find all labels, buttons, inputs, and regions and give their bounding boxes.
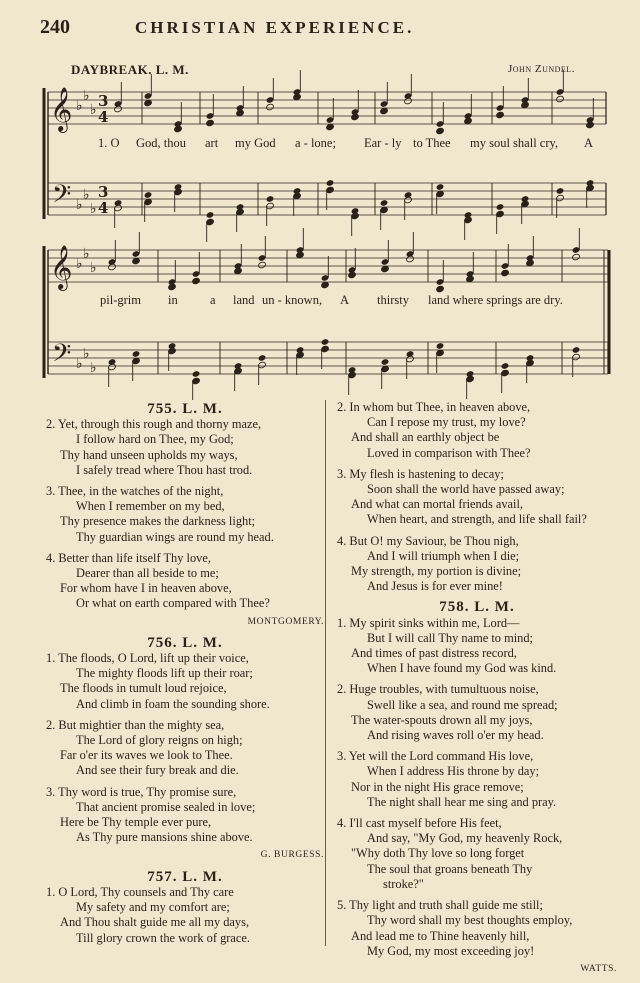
svg-text:♭: ♭ [90, 102, 97, 118]
svg-text:𝄞: 𝄞 [50, 87, 73, 131]
column-divider [325, 400, 326, 946]
verse-line: When heart, and strength, and life shall fail? [367, 512, 587, 527]
verse-line: I safely tread where Thou hast trod. [76, 462, 253, 477]
verse-line: And what can mortal friends avail, [351, 497, 524, 512]
stanza [337, 749, 617, 810]
stanza [46, 718, 324, 779]
verse-line: And climb in foam the sounding shore. [76, 696, 270, 711]
svg-text:𝄞: 𝄞 [50, 245, 73, 289]
stanza [337, 816, 617, 892]
verse-line: 4. But O! my Saviour, be Thou nigh, [337, 533, 519, 548]
verse-line: For whom have I in heaven above, [60, 581, 232, 596]
verse-line: 1. My spirit sinks within me, Lord— [337, 615, 520, 630]
verse-line: And times of past distress record, [351, 646, 517, 661]
lyric-word: land [233, 293, 255, 307]
verse-line: Thy guardian wings are round my head. [76, 529, 274, 544]
tune-title: DAYBREAK. L. M. [71, 62, 189, 77]
verse-line: The mighty floods lift up their roar; [76, 666, 253, 681]
right-column [337, 400, 617, 983]
stanza [46, 551, 324, 612]
verse-line: As Thy pure mansions shine above. [76, 830, 253, 845]
stanza [46, 785, 324, 846]
verse-line: Thy word shall my best thoughts employ, [367, 913, 573, 928]
lyric-word: art [205, 136, 219, 150]
lyric-word: A [340, 293, 350, 307]
svg-text:♭: ♭ [83, 187, 90, 203]
hymn-number: 756. L. M. [147, 634, 223, 651]
verse-line: The floods in tumult loud rejoice, [60, 681, 227, 696]
verse-line: 5. Thy light and truth shall guide me still; [337, 898, 543, 913]
verse-line: And see their fury break and die. [76, 763, 239, 778]
verse-line: 2. But mightier than the mighty sea, [46, 717, 225, 732]
verse-line: And Thou shalt guide me all my days, [60, 915, 250, 930]
verse-line: My God, my most exceeding joy! [367, 943, 535, 958]
svg-text:♭: ♭ [83, 88, 90, 104]
svg-text:𝄢: 𝄢 [52, 180, 72, 215]
verse-line: Till glory crown the work of grace. [76, 930, 251, 945]
running-title: CHRISTIAN EXPERIENCE. [135, 18, 415, 37]
verse-line: And rising waves roll o'er my head. [367, 728, 544, 743]
verse-line: Thy presence makes the darkness light; [60, 514, 256, 529]
verse-line: Thy hand unseen upholds my ways, [60, 447, 238, 462]
verse-line: When I have found my God was kind. [367, 661, 557, 676]
verse-line: 3. Thy word is true, Thy promise sure, [46, 784, 237, 799]
verse-line: My safety and my comfort are; [76, 900, 230, 915]
svg-text:♭: ♭ [76, 256, 83, 272]
hymn-author: G. BURGESS. [260, 850, 324, 861]
verse-line: But I will call Thy name to mind; [367, 630, 533, 645]
verse-line: 3. Thee, in the watches of the night, [46, 484, 224, 499]
svg-text:♭: ♭ [76, 98, 83, 114]
stanza [46, 417, 324, 478]
svg-text:3: 3 [98, 183, 109, 201]
hymn-number: 758. L. M. [439, 599, 515, 616]
verse-line: And lead me to Thine heavenly hill, [351, 928, 530, 943]
verse-line: 1. The floods, O Lord, lift up their voice, [46, 651, 249, 666]
lyric-word: thirsty [377, 293, 409, 307]
verse-line: Soon shall the world have passed away; [367, 482, 565, 497]
lyric-word: 1. O [98, 136, 120, 150]
lyric-word: un - known, [262, 293, 323, 307]
svg-text:♭: ♭ [83, 346, 90, 362]
verse-line: "Why doth Thy love so long forget [351, 846, 525, 861]
verse-line: The water-spouts drown all my joys, [351, 712, 533, 727]
lyric-word: Ear - ly [364, 136, 402, 150]
verse-line: 1. O Lord, Thy counsels and Thy care [46, 884, 234, 899]
verse-line: 3. My flesh is hastening to decay; [337, 466, 504, 481]
verse-line: The Lord of glory reigns on high; [76, 733, 243, 748]
hymn-757 [46, 870, 324, 946]
verse-line: Or what on earth compared with Thee? [76, 596, 270, 611]
verse-line: I follow hard on Thee, my God; [76, 432, 234, 447]
hymn-author: WATTS. [580, 963, 617, 974]
verse-line: Nor in the night His grace remove; [351, 779, 524, 794]
verse-line: Loved in comparison with Thee? [367, 445, 531, 460]
stanza [337, 682, 617, 743]
lyric-word: my God [235, 136, 276, 150]
lyric-word: to Thee [413, 136, 451, 150]
stanza [46, 885, 324, 946]
verse-line: Dearer than all beside to me; [76, 566, 219, 581]
hymn-756 [46, 636, 324, 864]
page-number: 240 [40, 16, 70, 38]
hymn-755 [46, 402, 324, 630]
hymn-number: 755. L. M. [147, 401, 223, 417]
tune-composer: John Zundel. [508, 63, 575, 75]
lyric-word: land where springs are dry. [428, 293, 563, 307]
lyric-word: A [584, 136, 594, 150]
left-column [46, 402, 324, 952]
verse-line: The soul that groans beneath Thy [367, 861, 533, 876]
verse-line: And Jesus is for ever mine! [367, 579, 503, 594]
verse-line: When I remember on my bed, [76, 499, 225, 514]
lyric-word: my soul shall cry, [470, 136, 559, 150]
svg-text:♭: ♭ [76, 197, 83, 213]
svg-text:♭: ♭ [90, 260, 97, 276]
stanza [46, 484, 324, 545]
verse-line: 2. In whom but Thee, in heaven above, [337, 400, 531, 414]
verse-line: Swell like a sea, and round me spread; [367, 697, 558, 712]
verse-line: The night shall hear me sing and pray. [367, 794, 557, 809]
svg-text:𝄢: 𝄢 [52, 339, 72, 374]
svg-text:3: 3 [98, 92, 109, 110]
svg-text:♭: ♭ [76, 356, 83, 372]
stanza [337, 534, 617, 595]
verse-line: And shall an earthly object be [351, 430, 500, 445]
verse-line: Can I repose my trust, my love? [367, 415, 526, 430]
lyric-word: pil-grim [100, 293, 141, 307]
lyric-word: in [168, 293, 178, 307]
verse-line: And say, "My God, my heavenly Rock, [367, 831, 563, 846]
verse-line: When I address His throne by day; [367, 764, 540, 779]
svg-text:4: 4 [98, 199, 109, 217]
lyric-word: a [210, 293, 216, 307]
verse-line: Far o'er its waves we look to Thee. [60, 748, 233, 763]
stanza [337, 898, 617, 959]
verse-line: 3. Yet will the Lord command His love, [337, 749, 534, 764]
stanza [337, 616, 617, 677]
verse-line: 2. Huge troubles, with tumultuous noise, [337, 682, 539, 697]
verse-line: 4. I'll cast myself before His feet, [337, 816, 502, 831]
verse-line: 2. Yet, through this rough and thorny maze, [46, 417, 262, 432]
svg-text:4: 4 [98, 108, 109, 126]
music-score [0, 0, 640, 400]
svg-text:♭: ♭ [90, 201, 97, 217]
hymn-number: 757. L. M. [147, 868, 223, 885]
svg-text:♭: ♭ [90, 360, 97, 376]
stanza [46, 651, 324, 712]
verse-line: That ancient promise sealed in love; [76, 799, 256, 814]
hymn-758 [337, 600, 617, 977]
hymn-author: MONTGOMERY. [247, 616, 324, 627]
hymn-757-continued [337, 400, 617, 594]
stanza [337, 467, 617, 528]
lyric-word: a - lone; [295, 136, 336, 150]
verse-line: My strength, my portion is divine; [351, 564, 522, 579]
verse-line: 4. Better than life itself Thy love, [46, 550, 211, 565]
svg-text:♭: ♭ [83, 246, 90, 262]
verse-line: Here be Thy temple ever pure, [60, 815, 212, 830]
verse-line: And I will triumph when I die; [367, 548, 520, 563]
stanza [337, 400, 617, 461]
lyric-word: God, thou [136, 136, 186, 150]
verse-line: stroke?" [383, 876, 424, 891]
